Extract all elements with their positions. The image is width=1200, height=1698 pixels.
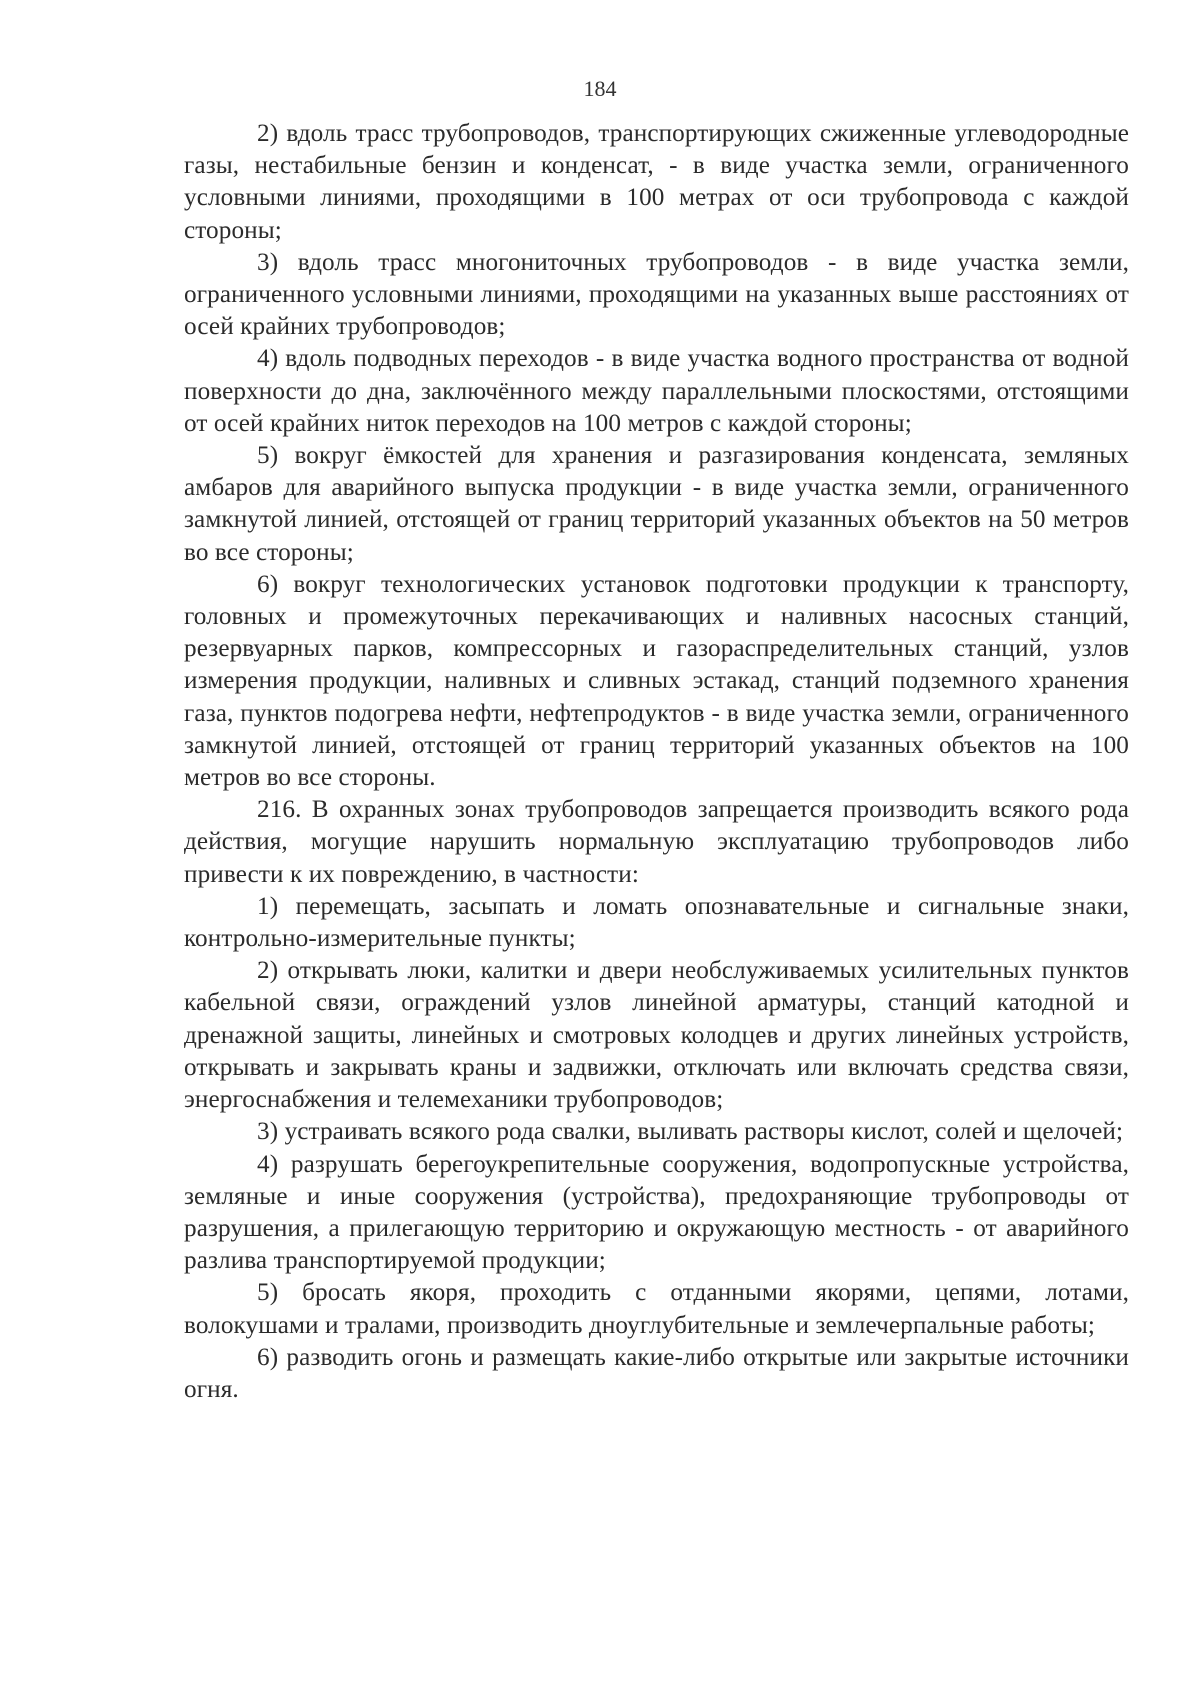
paragraph: 5) бросать якоря, проходить с отданными якорями, цепями, лотами, волокушами и тралами, производить дноуглубительные и землечерпальные работы; xyxy=(184,1279,1129,1339)
paragraph: 6) вокруг технологических установок подготовки продукции к транспорту, головных и промежуточных перекачивающих и наливных насосных станций, резервуарных парков, компрессорных и газораспределительных станций, узлов измерения продукции, наливных и сливных эстакад, станций подземного хранения газа, пунктов подогрева нефти, нефтепродуктов - в виде участка земли, ограниченного замкнутой линией, отстоящей от границ территорий указанных объектов на 100 метров во все стороны. xyxy=(184,570,1129,792)
paragraph: 6) разводить огонь и размещать какие-либо открытые или закрытые источники огня. xyxy=(184,1343,1129,1403)
document-body xyxy=(184,118,1129,1406)
paragraph: 5) вокруг ёмкостей для хранения и разгазирования конденсата, земляных амбаров для аварийного выпуска продукции - в виде участка земли, ограниченного замкнутой линией, отстоящей от границ территорий указанных объектов на 50 метров во все стороны; xyxy=(184,442,1129,566)
paragraph: 2) открывать люки, калитки и двери необслуживаемых усилительных пунктов кабельной связи, ограждений узлов линейной арматуры, станций катодной и дренажной защиты, линейных и смотровых колодцев и других линейных устройств, открывать и закрывать краны и задвижки, отключать или включать средства связи, энергоснабжения и телемеханики трубопроводов; xyxy=(184,957,1129,1114)
paragraph: 216. В охранных зонах трубопроводов запрещается производить всякого рода действия, могущие нарушить нормальную эксплуатацию трубопроводов либо привести к их повреждению, в частности: xyxy=(184,796,1129,888)
paragraph: 4) разрушать берегоукрепительные сооружения, водопропускные устройства, земляные и иные сооружения (устройства), предохраняющие трубопроводы от разрушения, а прилегающую территорию и окружающую местность - от аварийного разлива транспортируемой продукции; xyxy=(184,1150,1129,1275)
paragraph: 3) устраивать всякого рода свалки, выливать растворы кислот, солей и щелочей; xyxy=(257,1118,1124,1146)
page-number: 184 xyxy=(583,76,617,101)
paragraph: 4) вдоль подводных переходов - в виде участка водного пространства от водной поверхности до дна, заключённого между параллельными плоскостями, отстоящими от осей крайних ниток переходов на 100 метров с каждой стороны; xyxy=(184,345,1129,437)
paragraph: 3) вдоль трасс многониточных трубопроводов - в виде участка земли, ограниченного условными линиями, проходящими на указанных выше расстояниях от осей крайних трубопроводов; xyxy=(184,248,1129,341)
paragraph: 2) вдоль трасс трубопроводов, транспортирующих сжиженные углеводородные газы, нестабильные бензин и конденсат, - в виде участка земли, ограниченного условными линиями, проходящими в 100 метрах от оси трубопровода с каждой стороны; xyxy=(184,120,1129,244)
paragraph: 1) перемещать, засыпать и ломать опознавательные и сигнальные знаки, контрольно-измерительные пункты; xyxy=(184,892,1129,953)
